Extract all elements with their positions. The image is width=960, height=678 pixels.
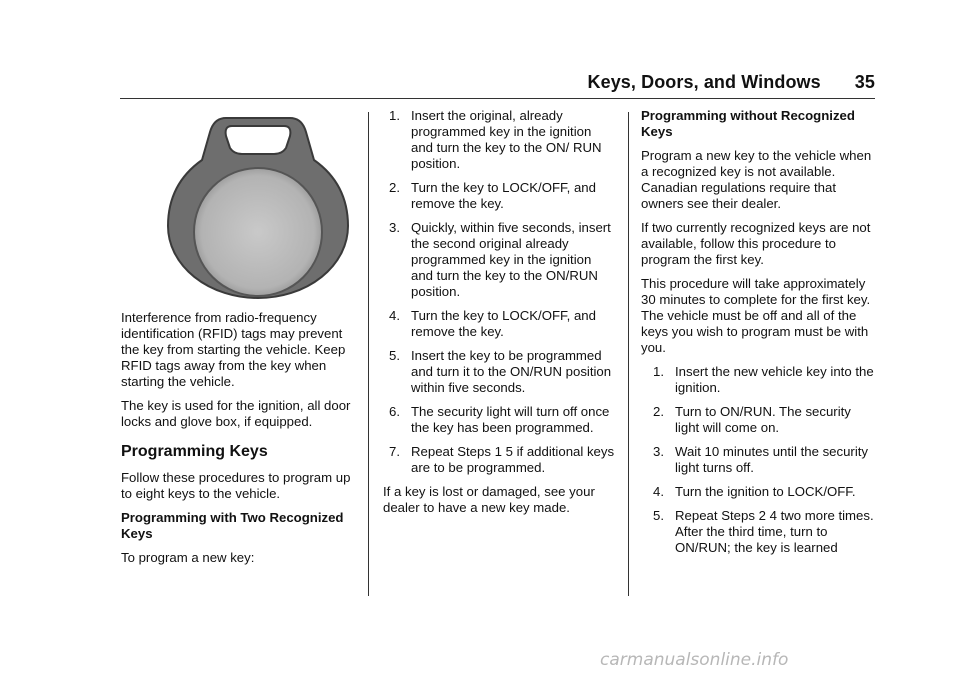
section-title: Keys, Doors, and Windows (587, 71, 821, 92)
list-item: 1. Insert the original, already programmed key in the ignition and turn the key to the ON/ RUN position. (389, 108, 602, 171)
page-number: 35 (854, 71, 875, 92)
paragraph: Program a new key to the vehicle when a recognized key is not available. Canadian regulations require that owners see their dealer. (641, 148, 872, 211)
column-divider (628, 112, 629, 596)
list-item: 2. Turn to ON/RUN. The security light will come on. (653, 404, 851, 435)
column-2 (383, 108, 616, 524)
list-item: 3. Wait 10 minutes until the security light turns off. (653, 444, 869, 475)
subheading-no-keys: Programming without Recognized Keys (641, 108, 855, 139)
rfid-key-fob-illustration (164, 114, 352, 300)
steps-list (641, 364, 877, 556)
key-usage-paragraph: The key is used for the ignition, all door locks and glove box, if equipped. (121, 398, 351, 429)
lost-key-paragraph: If a key is lost or damaged, see your dealer to have a new key made. (383, 484, 595, 515)
list-item: 3. Quickly, within five seconds, insert the second original already programmed key in the ignition and turn the key to the ON/RUN position. (389, 220, 611, 299)
steps-list (383, 108, 616, 476)
list-item: 6. The security light will turn off once the key has been programmed. (389, 404, 610, 435)
header-rule (120, 98, 875, 99)
list-item: 4. Turn the key to LOCK/OFF, and remove the key. (389, 308, 596, 339)
paragraph: If two currently recognized keys are not available, follow this procedure to program the first key. (641, 220, 871, 267)
intro-paragraph: Follow these procedures to program up to eight keys to the vehicle. (121, 470, 351, 501)
paragraph: This procedure will take approximately 30 minutes to complete for the first key. The vehicle must be off and all of the keys you wish to program must be with you. (641, 276, 871, 355)
rfid-paragraph: Interference from radio-frequency identification (RFID) tags may prevent the key from starting the vehicle. Keep RFID tags away from the key when starting the vehicle. (121, 310, 346, 389)
section-heading: Programming Keys (121, 443, 268, 460)
list-item: 5. Insert the key to be programmed and turn it to the ON/RUN position within five seconds. (389, 348, 612, 395)
column-divider (368, 112, 369, 596)
subheading-two-keys: Programming with Two Recognized Keys (121, 510, 344, 541)
list-item: 1. Insert the new vehicle key into the ignition. (653, 364, 874, 395)
watermark: carmanualsonline.info (600, 650, 789, 670)
list-item: 5. Repeat Steps 2 4 two more times. After the third time, turn to ON/RUN; the key is learned (653, 508, 874, 555)
program-new-key-paragraph: To program a new key: (121, 550, 255, 565)
page-header (0, 68, 875, 96)
column-1 (121, 310, 357, 574)
list-item: 4. Turn the ignition to LOCK/OFF. (653, 484, 856, 499)
column-3 (641, 108, 877, 564)
list-item: 2. Turn the key to LOCK/OFF, and remove the key. (389, 180, 596, 211)
list-item: 7. Repeat Steps 1 5 if additional keys are to be programmed. (389, 444, 615, 475)
